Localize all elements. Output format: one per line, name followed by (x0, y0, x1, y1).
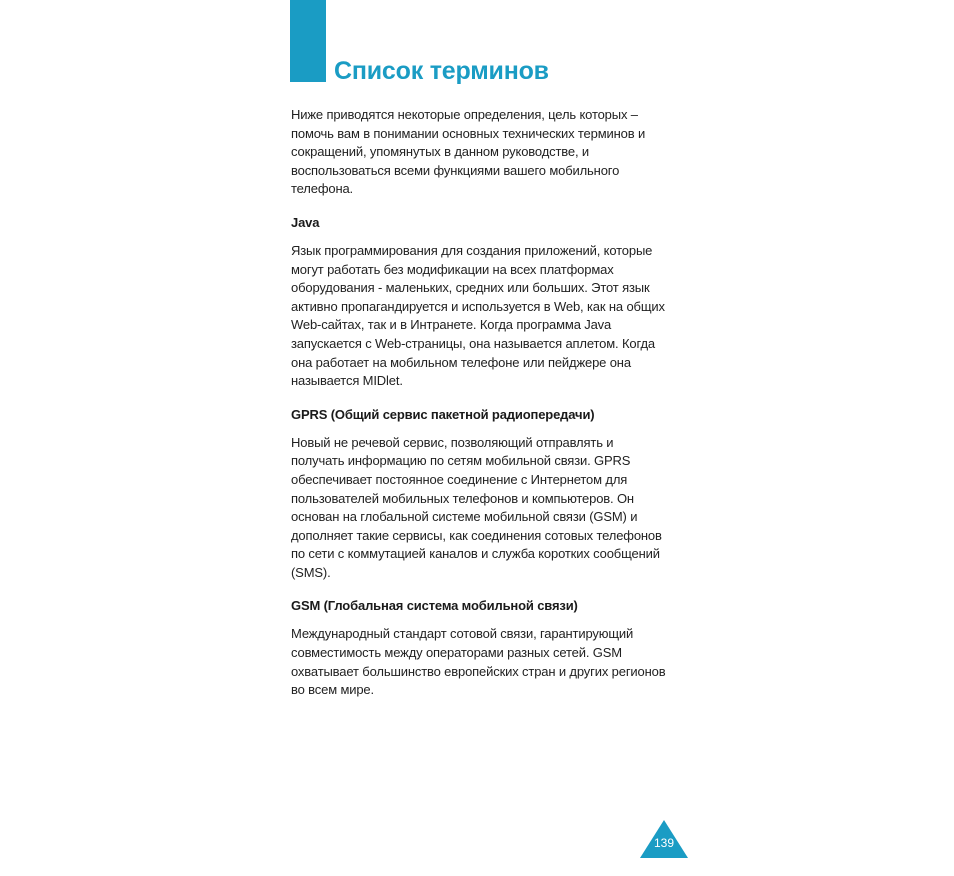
spacer (291, 582, 667, 597)
spacer (291, 424, 667, 434)
term-heading-java: Java (291, 214, 320, 230)
term-definition-gprs: Новый не речевой сервис, позволяющий отправлять и получать информацию по сетям мобильной связи. GPRS обеспечивает постоянное соединение с Интернетом для пользователей мобильных телефонов и компьютеров. Он основан на глобальной системе мобильной связи (GSM) и дополняет такие сервисы, как соединения сотовых телефонов по сети с коммутацией каналов и служба коротких сообщений (SMS). (291, 434, 662, 580)
intro-paragraph: Ниже приводятся некоторые определения, цель которых – помочь вам в понимании основных технических терминов и сокращений, упомянутых в данном руководстве, и воспользоваться всеми функциями вашего мобильного телефона. (291, 107, 646, 197)
term-definition-gsm: Международный стандарт сотовой связи, гарантирующий совместимость между операторами разных сетей. GSM охватывает большинство европейских стран и других регионов во всем мире. (291, 626, 666, 698)
spacer (291, 391, 667, 406)
spacer (291, 199, 667, 214)
term-entry-gprs (291, 406, 667, 583)
term-entry-gsm (291, 597, 667, 699)
term-entry-java (291, 214, 667, 391)
page-number: 139 (653, 836, 675, 850)
page-number-marker (640, 820, 688, 858)
term-definition-java: Язык программирования для создания приложений, которые могут работать без модификации на всех платформах оборудования - маленьких, средних или больших. Этот язык активно пропагандируется и используется в Web, как на общих Web-сайтах, так и в Интранете. Когда программа Java запускается с Web-страницы, она называется аплетом. Когда она работает на мобильном телефоне или пейджере она называется MIDlet. (291, 242, 665, 389)
page-title: Список терминов (334, 57, 549, 85)
title-accent-bar (290, 0, 326, 82)
spacer (291, 615, 667, 625)
term-heading-gsm: GSM (Глобальная система мобильной связи) (291, 598, 578, 614)
spacer (291, 232, 667, 242)
glossary-content (291, 106, 667, 700)
term-heading-gprs: GPRS (Общий сервис пакетной радиопередачи) (291, 406, 595, 422)
